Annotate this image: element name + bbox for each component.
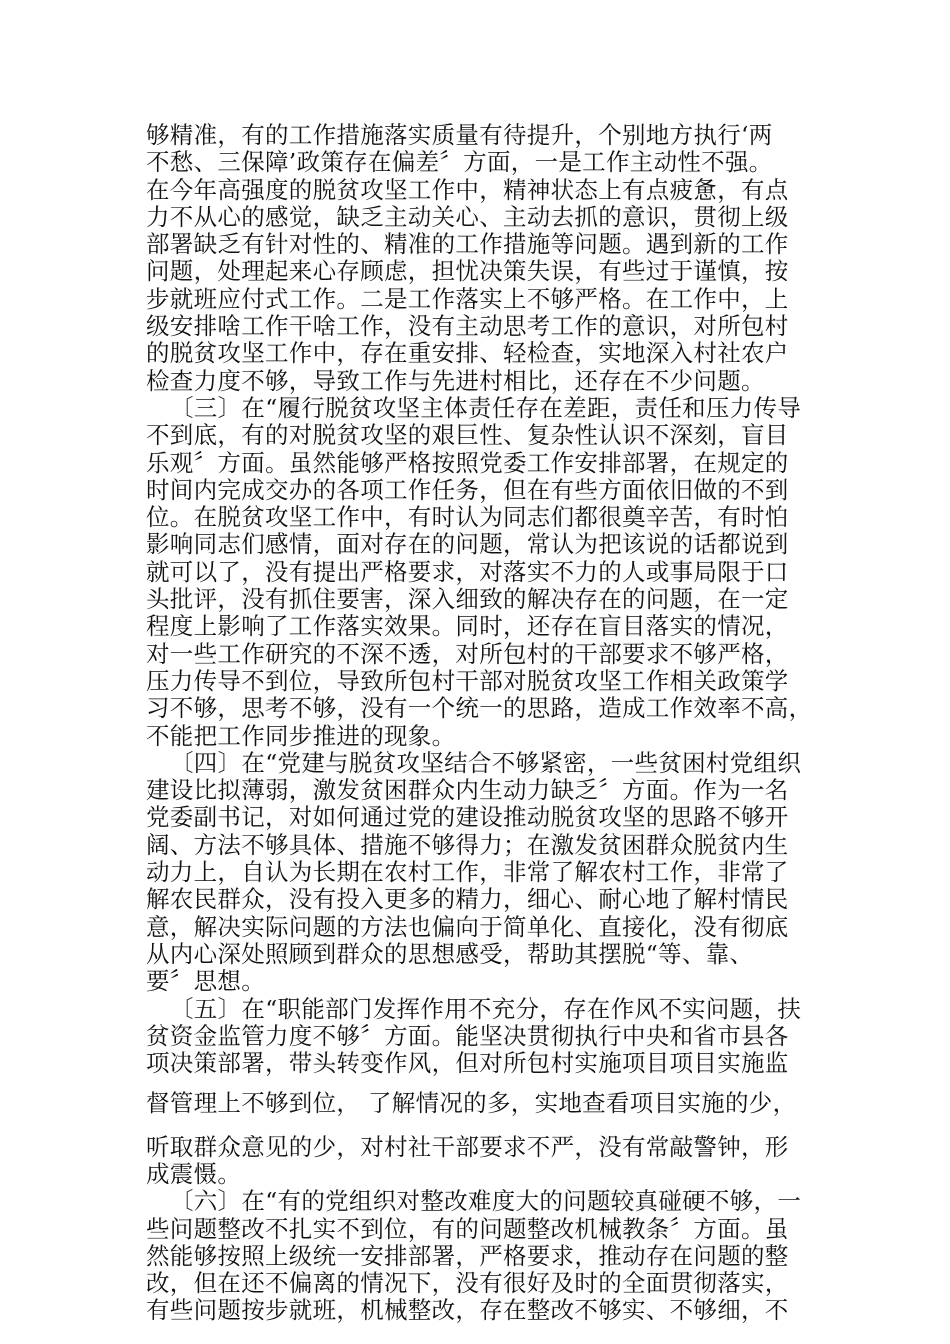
text-line: 建设比拟薄弱，激发贫困群众内生动力缺乏〞方面。作为一名 [146, 776, 789, 805]
text-line: 成震慑。 [146, 1159, 242, 1188]
text-line: 时间内完成交办的各项工作任务，但在有些方面依旧做的不到 [146, 475, 789, 504]
text-line: 位。在脱贫攻坚工作中，有时认为同志们都很奠辛苦，有时怕 [146, 503, 789, 532]
text-line: 不愁、三保障’政策存在偏差〞方面，一是工作主动性不强。 [146, 148, 773, 177]
text-line: 听取群众意见的少，对村社干部要求不严，没有常敲警钟，形 [146, 1132, 789, 1161]
text-line: 习不够，思考不够，没有一个统一的思路，造成工作效率不高， [146, 694, 813, 723]
text-line: 压力传导不到位，导致所包村干部对脱贫攻坚工作相关政策学 [146, 666, 789, 695]
text-line: 影响同志们感情，面对存在的问题，常认为把该说的话都说到 [146, 530, 789, 559]
text-line: 头批评，没有抓住要害，深入细致的解决存在的问题，在一定 [146, 585, 789, 614]
text-line: 检查力度不够，导致工作与先进村相比，还存在不少问题。 [146, 366, 765, 395]
text-line: 然能够按照上级统一安排部署，严格要求，推动存在问题的整 [146, 1241, 789, 1270]
paragraph-start-4: 〔四〕在“党建与脱贫攻坚结合不够紧密，一些贫困村党组织 [170, 748, 802, 777]
text-line: 阔、方法不够具体、措施不够得力；在激发贫困群众脱贫内生 [146, 830, 789, 859]
paragraph-start-3: 〔三〕在“履行脱贫攻坚主体责任存在差距，责任和压力传导 [170, 393, 802, 422]
text-line: 意，解决实际问题的方法也偏向于简单化、直接化，没有彻底 [146, 912, 789, 941]
text-line: 贫资金监管力度不够〞方面。能坚决贯彻执行中央和省市县各 [146, 1021, 789, 1050]
text-line: 些问题整改不扎实不到位，有的问题整改机械教条〞方面。虽 [146, 1214, 789, 1243]
paragraph-start-6: 〔六〕在“有的党组织对整改难度大的问题较真碰硬不够，一 [170, 1187, 802, 1216]
text-line: 要〞思想。 [146, 967, 265, 996]
text-line: 解农民群众，没有投入更多的精力，细心、耐心地了解村情民 [146, 885, 789, 914]
text-line: 就可以了，没有提出严格要求，对落实不力的人或事局限于口 [146, 557, 789, 586]
text-line: 程度上影响了工作落实效果。同时，还存在盲目落实的情况， [146, 612, 789, 641]
text-line: 乐观〞方面。虽然能够严格按照党委工作安排部署，在规定的 [146, 448, 789, 477]
text-line: 项决策部署，带头转变作风，但对所包村实施项目项目实施监 [146, 1049, 789, 1078]
text-line: 问题，处理起来心存顾虑，担忧决策失误，有些过于谨慎，按 [146, 257, 789, 286]
text-line: 在今年高强度的脱贫攻坚工作中，精神状态上有点疲惫，有点 [146, 175, 789, 204]
text-line: 改，但在还不偏离的情况下，没有很好及时的全面贯彻落实， [146, 1269, 789, 1298]
text-line: 级安排啥工作干啥工作，没有主动思考工作的意识，对所包村 [146, 312, 789, 341]
text-line: 不能把工作同步推进的现象。 [146, 721, 456, 750]
text-line: 党委副书记，对如何通过党的建设推动脱贫攻坚的思路不够开 [146, 803, 789, 832]
text-line: 从内心深处照顾到群众的思想感受，帮助其摆脱“等、靠、 [146, 939, 754, 968]
text-line: 督管理上不够到位， 了解情况的多，实地查看项目实施的少， [146, 1089, 797, 1118]
text-line: 的脱贫攻坚工作中，存在重安排、轻检查，实地深入村社农户 [146, 339, 789, 368]
text-line: 动力上，自认为长期在农村工作，非常了解农村工作，非常了 [146, 858, 789, 887]
text-line: 不到底，有的对脱贫攻坚的艰巨性、复杂性认识不深刻，盲目 [146, 421, 789, 450]
text-line: 步就班应付式工作。二是工作落实上不够严格。在工作中，上 [146, 284, 789, 313]
text-line: 有些问题按步就班，机械整改，存在整改不够实、不够细，不 [146, 1296, 789, 1325]
text-line: 部署缺乏有针对性的、精准的工作措施等问题。遇到新的工作 [146, 230, 789, 259]
text-line: 力不从心的感觉，缺乏主动关心、主动去抓的意识，贯彻上级 [146, 202, 789, 231]
body-text [146, 122, 814, 1325]
text-line: 对一些工作研究的不深不透，对所包村的干部要求不够严格， [146, 639, 789, 668]
paragraph-start-5: 〔五〕在“职能部门发挥作用不充分，存在作风不实问题，扶 [170, 994, 802, 1023]
text-line: 够精准，有的工作措施落实质量有待提升，个别地方执行‘两 [146, 121, 773, 149]
